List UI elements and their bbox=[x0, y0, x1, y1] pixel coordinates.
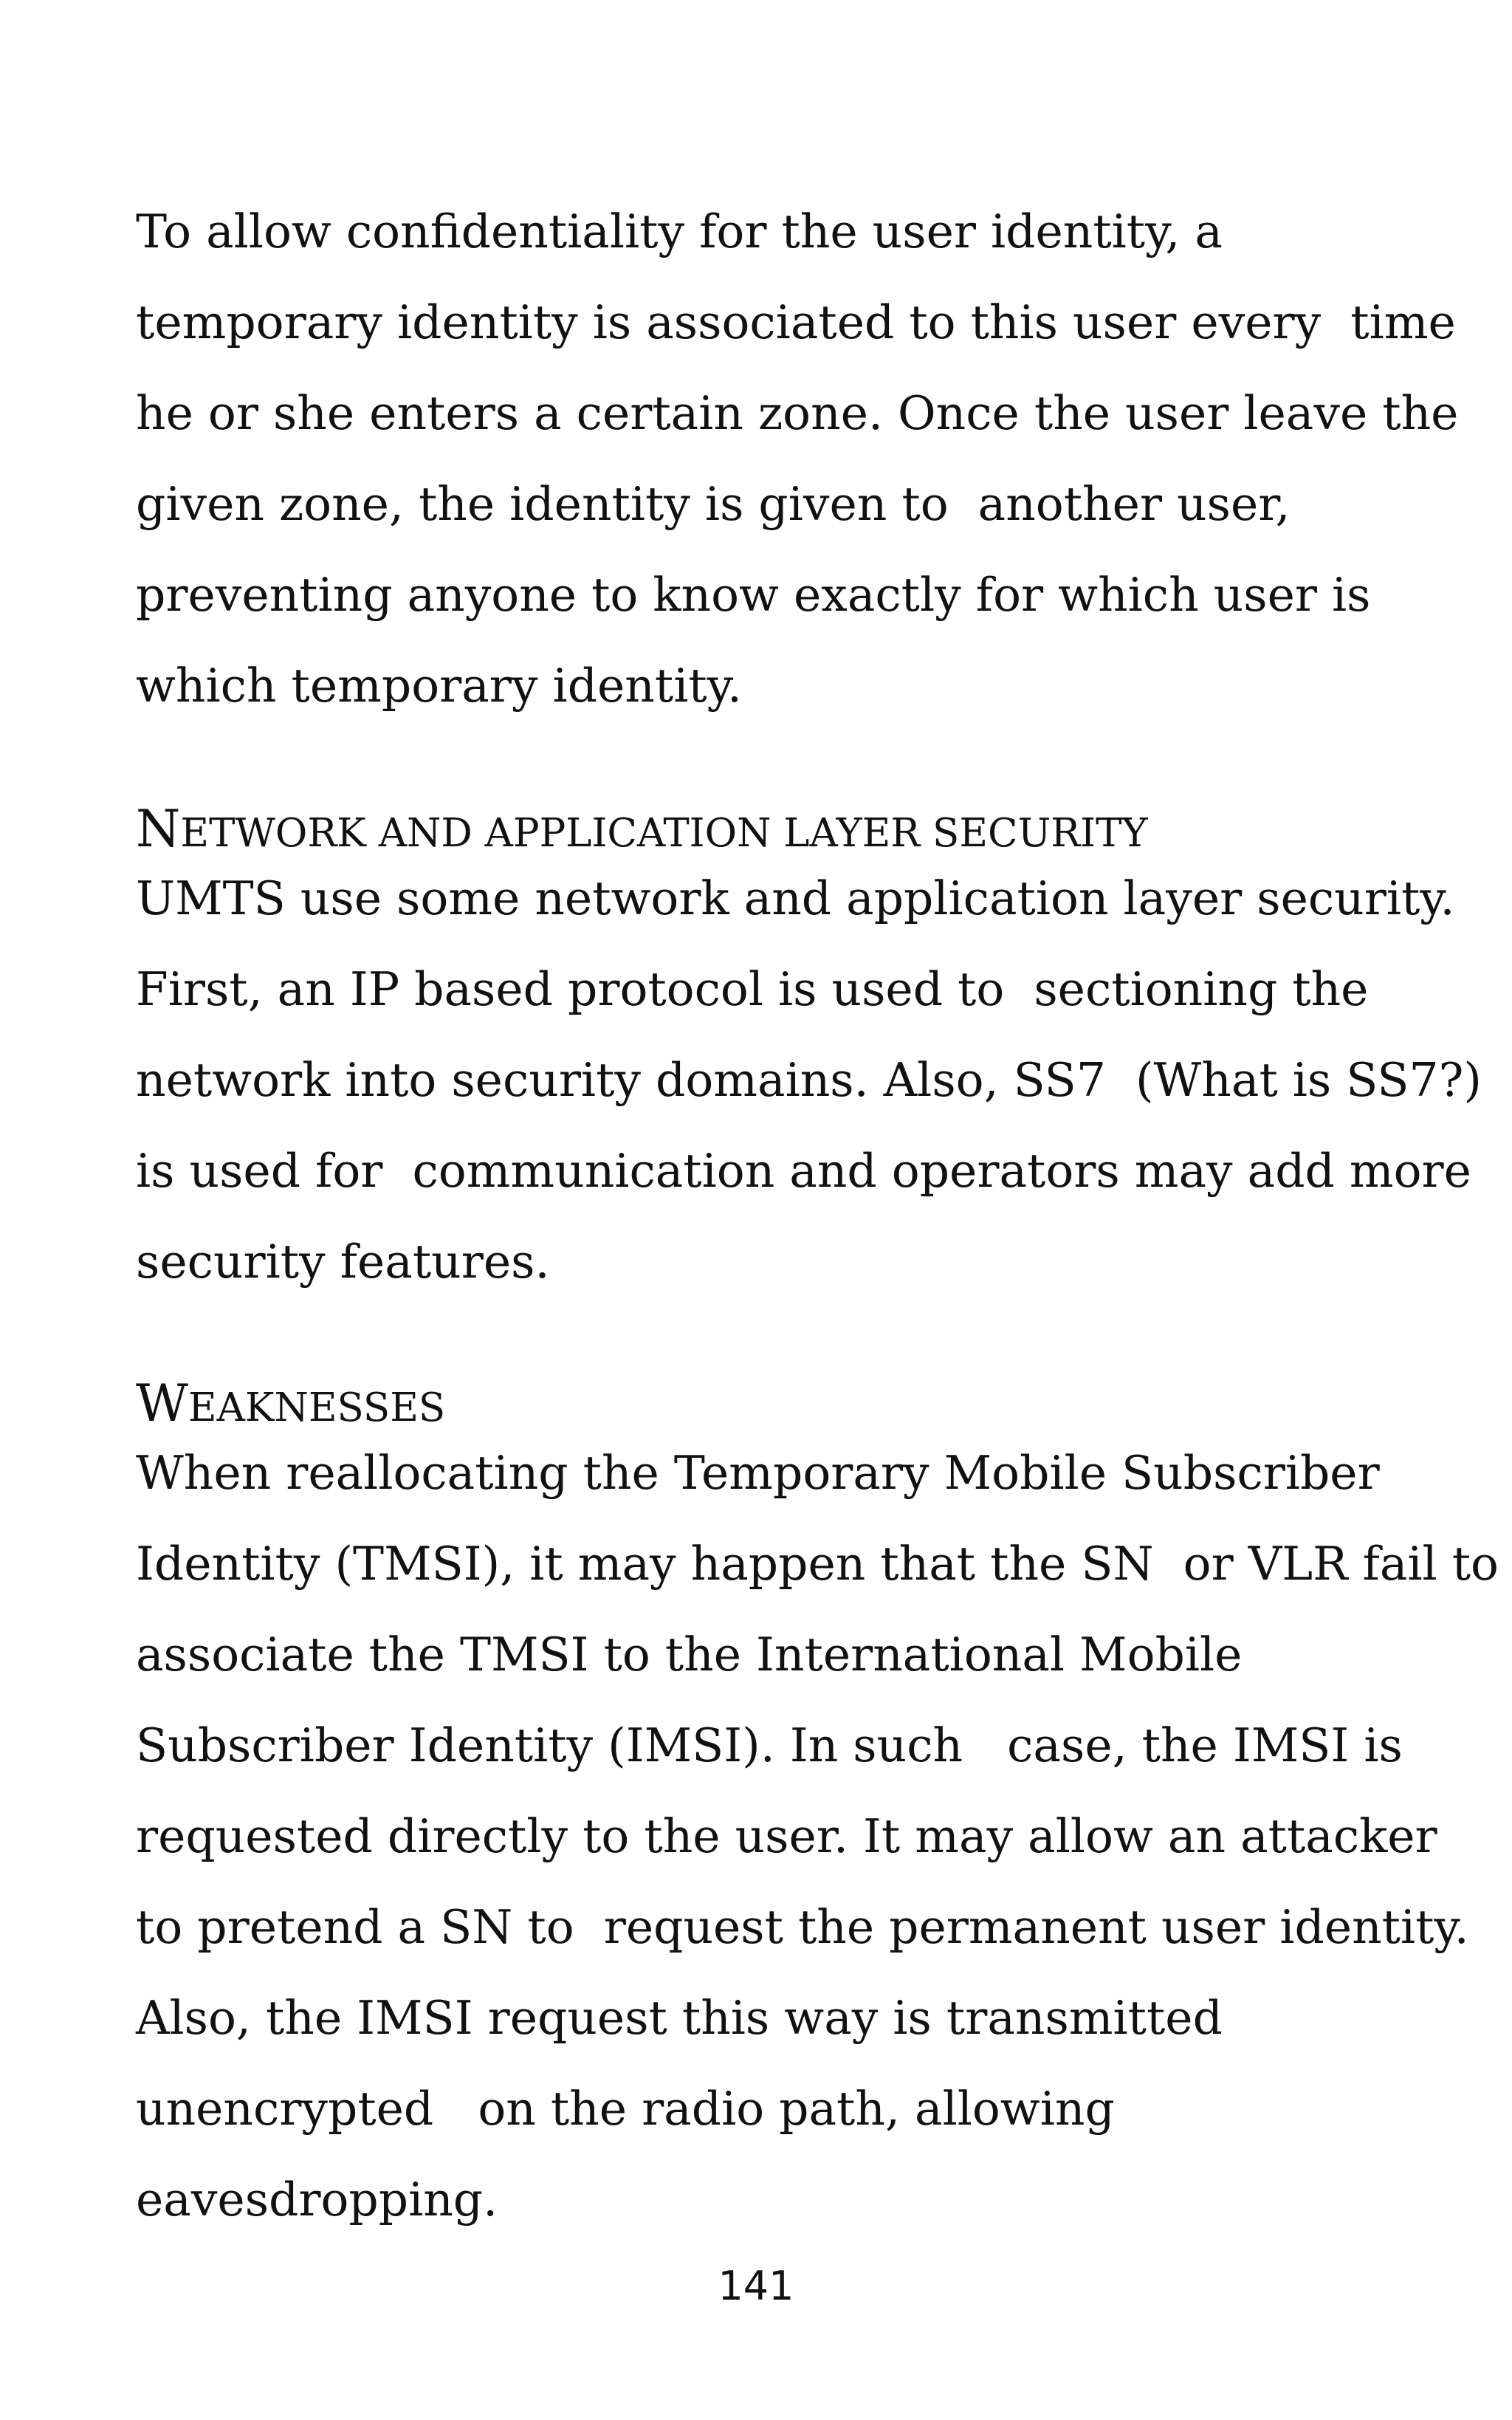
text-line: UMTS use some network and application layer security. bbox=[136, 871, 1455, 925]
intro-paragraph bbox=[136, 186, 1459, 731]
text-line: preventing anyone to know exactly for which user is bbox=[136, 568, 1371, 622]
text-line: eavesdropping. bbox=[136, 2173, 498, 2227]
text-line: To allow confidentiality for the user identity, a bbox=[136, 205, 1223, 258]
text-line: Also, the IMSI request this way is transmitted bbox=[136, 1991, 1223, 2045]
network-security-paragraph bbox=[136, 853, 1482, 1307]
page-number: 141 bbox=[718, 2263, 794, 2309]
text-line: First, an IP based protocol is used to sectioning the bbox=[136, 962, 1369, 1016]
weaknesses-paragraph bbox=[136, 1427, 1499, 2245]
text-line: given zone, the identity is given to another user, bbox=[136, 477, 1291, 531]
heading-initial: N bbox=[136, 800, 181, 859]
heading-rest: ETWORK AND APPLICATION LAYER SECURITY bbox=[180, 811, 1148, 856]
text-line: which temporary identity. bbox=[136, 659, 742, 713]
text-line: network into security domains. Also, SS7 (What is SS7?) bbox=[136, 1053, 1482, 1107]
text-line: to pretend a SN to request the permanent user identity. bbox=[136, 1900, 1469, 1954]
text-line: temporary identity is associated to this user every time bbox=[136, 295, 1456, 349]
text-line: is used for communication and operators may add more bbox=[136, 1144, 1471, 1198]
text-line: he or she enters a certain zone. Once the user leave the bbox=[136, 386, 1459, 440]
heading-rest: EAKNESSES bbox=[188, 1385, 446, 1430]
text-line: Identity (TMSI), it may happen that the SN or VLR fail to bbox=[136, 1537, 1499, 1591]
text-line: When reallocating the Temporary Mobile Subscriber bbox=[136, 1446, 1380, 1500]
text-line: unencrypted on the radio path, allowing bbox=[136, 2082, 1115, 2136]
text-line: Subscriber Identity (IMSI). In such case, the IMSI is bbox=[136, 1718, 1403, 1772]
text-line: security features. bbox=[136, 1235, 550, 1289]
text-line: associate the TMSI to the International Mobile bbox=[136, 1628, 1243, 1682]
heading-initial: W bbox=[136, 1374, 188, 1433]
text-line: requested directly to the user. It may allow an attacker bbox=[136, 1809, 1437, 1863]
